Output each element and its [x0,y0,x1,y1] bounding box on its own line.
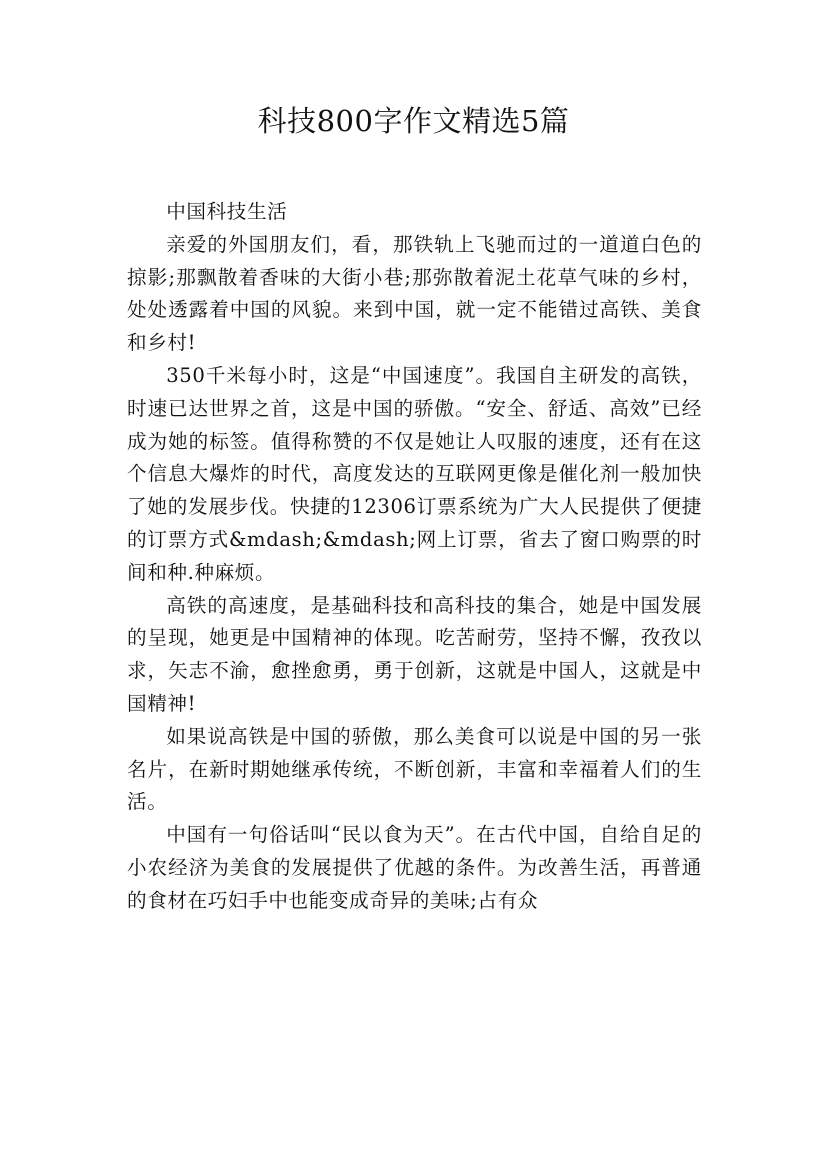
paragraph: 亲爱的外国朋友们，看，那铁轨上飞驰而过的一道道白色的掠影;那飘散着香味的大街小巷;那弥散着泥土花草气味的乡村，处处透露着中国的风貌。来到中国，就一定不能错过高铁、美食和乡村! [127,232,702,355]
paragraph: 如果说高铁是中国的骄傲，那么美食可以说是中国的另一张名片，在新时期她继承传统，不断创新，丰富和幸福着人们的生活。 [127,724,702,814]
paragraph: 中国有一句俗话叫“民以食为天”。在古代中国，自给自足的小农经济为美食的发展提供了优越的条件。为改善生活，再普通的食材在巧妇手中也能变成奇异的美味;占有众 [127,823,702,912]
paragraph: 高铁的高速度，是基础科技和高科技的集合，她是中国发展的呈现，她更是中国精神的体现。吃苦耐劳，坚持不懈，孜孜以求，矢志不渝，愈挫愈勇，勇于创新，这就是中国人，这就是中国精神! [127,593,702,715]
document-body [127,196,702,918]
paragraph: 350千米每小时，这是“中国速度”。我国自主研发的高铁，时速已达世界之首，这是中国的骄傲。“安全、舒适、高效”已经成为她的标签。值得称赞的不仅是她让人叹服的速度，还有在这个信息大爆炸的时代，高度发达的互联网更像是催化剂一般加快了她的发展步伐。快捷的12306订票系统为广大人民提供了便捷的订票方式&mdash;&mdash;网上订票，省去了窗口购票的时间和种.种麻烦。 [127,363,702,584]
paragraph-subheading: 中国科技生活 [166,200,288,223]
document-title: 科技800字作文精选5篇 [257,104,570,138]
